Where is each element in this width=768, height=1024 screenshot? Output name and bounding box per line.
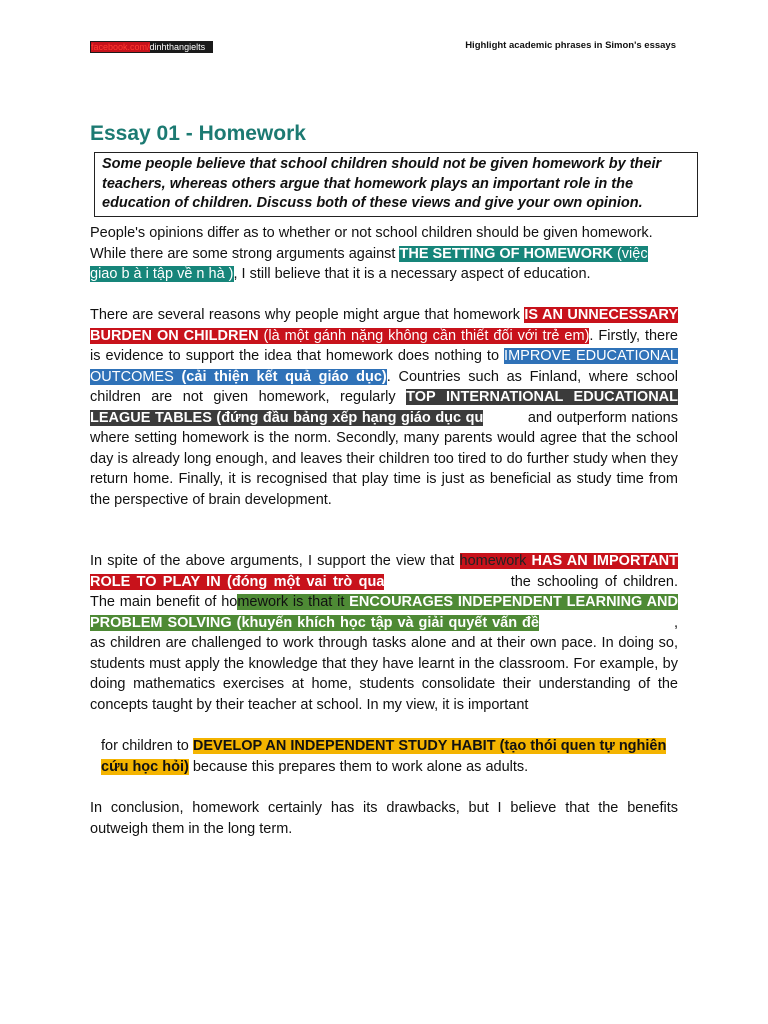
- essay-prompt-box: Some people believe that school children should not be given homework by their teachers, whereas others argue that homework plays an important role in the education of children. Discuss both of these views and give your own opinion.: [94, 152, 698, 217]
- highlight-translation: (là một gánh nặng không cần thiết đối với trẻ em): [258, 327, 590, 344]
- text: There are several reasons why people might argue that homework: [90, 307, 525, 323]
- text: , as children are challenged to work through tasks alone and at their own pace. In doing so, students must apply the knowledge that they have learnt in the classroom. For example, by doing mathematics exercises at home, students consolidate their understanding of the concepts taught by their teacher at school. In my view, it is important: [90, 614, 679, 713]
- highlight-translation: (đóng một vai trò qua: [220, 573, 385, 590]
- text: for children to: [101, 738, 193, 754]
- paragraph-body-2: [90, 551, 678, 715]
- paragraph-body-1: [90, 305, 678, 510]
- highlight-lead: mework is that it: [237, 594, 350, 610]
- highlight-translation: (tạo thói quen tự nghiên cứu học hỏi): [101, 738, 667, 775]
- highlight-homework: homework: [459, 553, 527, 569]
- highlight-phrase: TOP INTERNATIONAL EDUCATIONAL LEAGUE TABLES: [90, 389, 678, 426]
- text: People's opinions differ as to whether or not school children should be given homework. While there are some strong arguments against: [90, 225, 653, 262]
- highlight-phrase: DEVELOP AN INDEPENDENT STUDY HABIT: [192, 738, 496, 754]
- header-title: Highlight academic phrases in Simon's essays: [465, 40, 676, 51]
- text: In spite of the above arguments, I support the view that: [90, 553, 460, 569]
- text: , I still believe that it is a necessary aspect of education.: [233, 266, 591, 282]
- essay-title: Essay 01 - Homework: [90, 122, 306, 145]
- highlight-phrase: ENCOURAGES INDEPENDENT LEARNING AND PROBLEM SOLVING: [90, 594, 678, 631]
- highlight-translation: (cải thiện kết quả giáo dục): [173, 368, 387, 385]
- text: . Countries such as Finland, where school children are not given homework, regularly: [90, 368, 678, 405]
- highlight-phrase: IMPROVE EDUCATIONAL OUTCOMES: [90, 348, 678, 385]
- text: the schooling of children. The main benefit of ho: [90, 573, 678, 610]
- paragraph-body-2-cont: [101, 736, 691, 777]
- text: because this prepares them to work alone as adults.: [188, 758, 529, 775]
- highlight-translation: (khuyến khích học tập và giải quyết vấn đề: [231, 614, 539, 631]
- text: and outperform nations where setting homework is the norm. Secondly, many parents would agree that the school day is already long enough, and leaves their children too tired to do further study when they return home. Finally, it is recognised that play time is just as beneficial as study time from the perspective of brain development.: [90, 409, 678, 508]
- highlight-translation: (việc giao b à i tập về n hà ): [90, 245, 648, 282]
- highlight-phrase: THE SETTING OF HOMEWORK: [399, 245, 613, 262]
- text: . Firstly, there is evidence to support the idea that homework does nothing to: [90, 327, 678, 364]
- facebook-link[interactable]: [90, 41, 213, 53]
- paragraph-intro: [90, 223, 678, 285]
- highlight-translation: (đứng đầu bảng xếp hạng giáo dục qu: [211, 409, 484, 426]
- highlight-phrase: IS AN UNNECESSARY BURDEN ON CHILDREN: [90, 307, 678, 344]
- paragraph-conclusion: In conclusion, homework certainly has its drawbacks, but I believe that the benefits outweigh them in the long term.: [90, 800, 678, 837]
- facebook-handle: dinhthangielts: [149, 42, 206, 52]
- facebook-prefix: facebook.com/: [91, 42, 150, 52]
- highlight-phrase: HAS AN IMPORTANT ROLE TO PLAY IN: [90, 553, 678, 590]
